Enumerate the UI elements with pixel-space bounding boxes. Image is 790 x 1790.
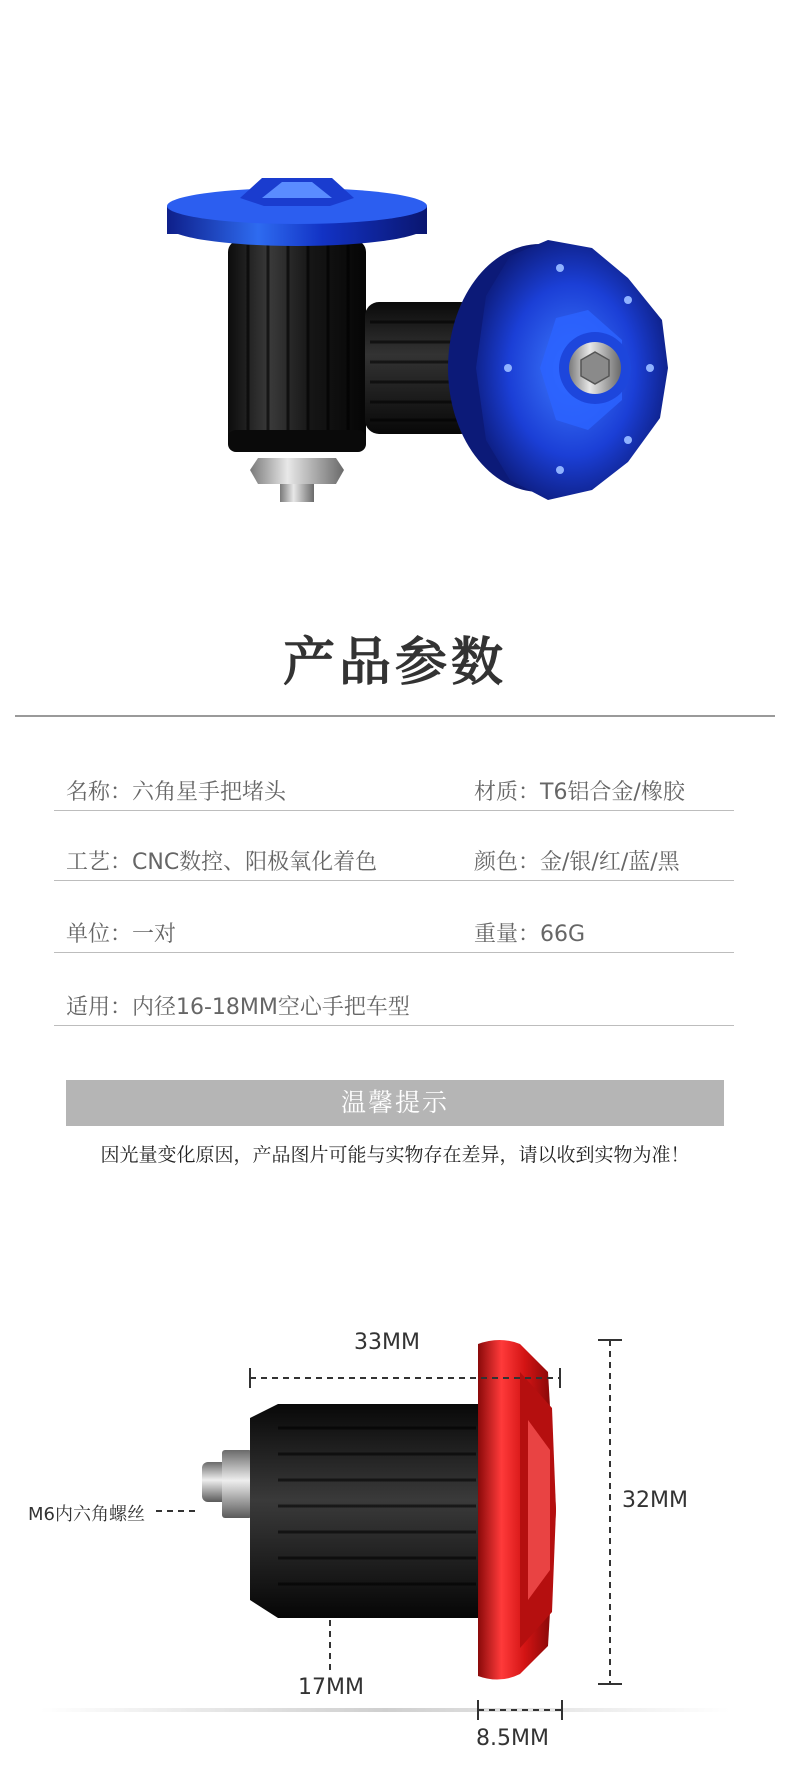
diameter-label: 32MM bbox=[622, 1488, 688, 1513]
spec-unit: 单位：一对 bbox=[66, 922, 177, 947]
spec-fitment: 适用：内径16-18MM空心手把车型 bbox=[66, 995, 410, 1020]
notice-heading: 温馨提示 bbox=[66, 1080, 724, 1126]
cap-thickness-label: 8.5MM bbox=[476, 1726, 549, 1751]
spec-name: 名称：六角星手把堵头 bbox=[66, 780, 287, 805]
spec-process: 工艺：CNC数控、阳极氧化着色 bbox=[66, 850, 378, 875]
spec-color: 颜色：金/银/红/蓝/黑 bbox=[474, 850, 680, 875]
spec-row bbox=[54, 840, 734, 881]
product-hero-image bbox=[0, 0, 790, 560]
page-title: 产品参数 bbox=[282, 633, 507, 693]
length-label: 33MM bbox=[354, 1330, 420, 1355]
spec-row bbox=[54, 770, 734, 811]
screw-label: M6内六角螺丝 bbox=[28, 1504, 145, 1525]
spec-row bbox=[54, 985, 734, 1026]
title-divider bbox=[15, 715, 775, 717]
dimension-diagram bbox=[0, 1300, 790, 1790]
hex-nut bbox=[222, 1450, 252, 1518]
body-diameter-label: 17MM bbox=[298, 1675, 364, 1700]
spec-weight: 重量：66G bbox=[474, 922, 586, 947]
blue-bar-end-lying bbox=[365, 240, 668, 500]
notice-text: 因光量变化原因，产品图片可能与实物存在差异，请以收到实物为准！ bbox=[100, 1144, 690, 1166]
spec-material: 材质：T6铝合金/橡胶 bbox=[474, 780, 685, 805]
spec-row bbox=[54, 912, 734, 953]
